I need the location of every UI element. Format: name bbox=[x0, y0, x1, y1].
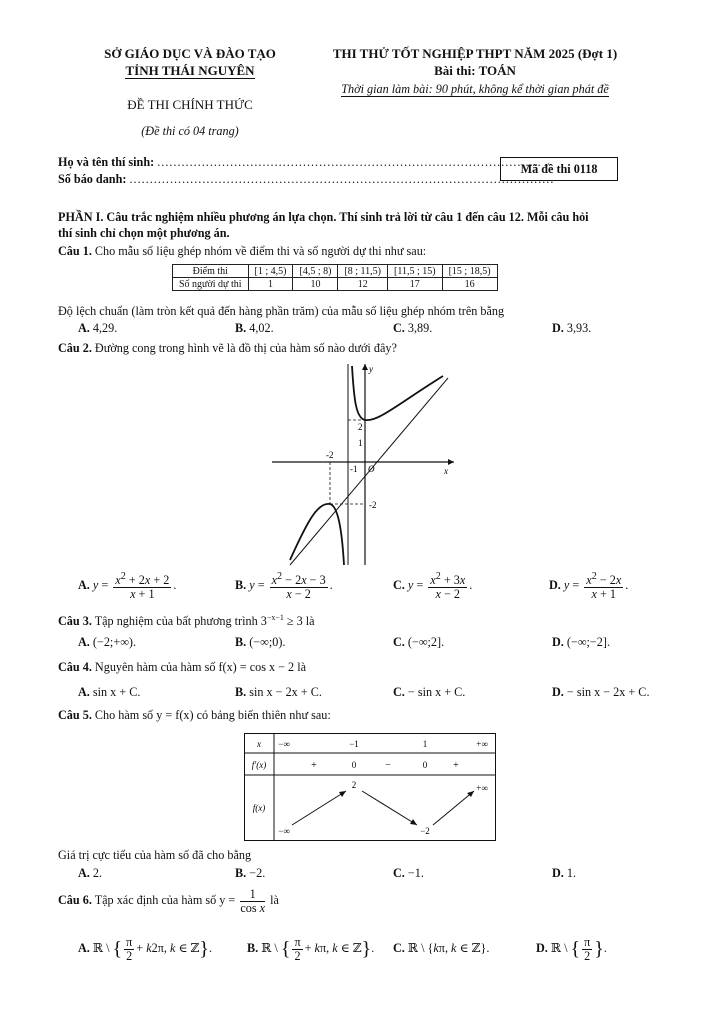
q5-text: Cho hàm số y = f(x) có bảng biến thiên như sau: bbox=[91, 708, 331, 722]
q1-data-table bbox=[172, 264, 498, 291]
q5-b-text: −2. bbox=[249, 866, 266, 880]
exam-code-box: Mã đề thi 0118 bbox=[500, 157, 618, 181]
tick-y-1: 1 bbox=[358, 438, 363, 448]
q1-option-b[interactable]: B. 4,02. bbox=[235, 321, 274, 335]
q1-option-d[interactable]: D. 3,93. bbox=[552, 321, 592, 335]
sbd-label: Số báo danh: bbox=[58, 172, 130, 186]
bbt-x-label: x bbox=[257, 739, 261, 749]
question-6: Câu 6. Tập xác định của hàm số y = $\frac{1}{\text{cos x}}$ là bbox=[58, 887, 279, 915]
q5-a-text: 2. bbox=[92, 866, 103, 880]
q3-text: Tập nghiệm của bất phương trình 3 bbox=[91, 614, 267, 629]
q3-option-a[interactable]: A. (−2;+∞). bbox=[78, 635, 136, 649]
q4-c-text: − sin x + C. bbox=[407, 685, 466, 699]
q3-a-text: (−2;+∞). bbox=[92, 635, 136, 649]
q2-option-d[interactable]: D. y = $\frac{x^2 - 2x}{x + 1}$ . bbox=[549, 571, 629, 601]
q6-option-a[interactable]: A. ℝ \ { $\frac{\pi}{2}$ + k2π, k ∈ ℤ}. bbox=[78, 935, 213, 963]
q1-b-text: 4,02. bbox=[249, 321, 274, 335]
q5-option-d[interactable]: D. 1. bbox=[552, 866, 577, 880]
arrow-head-icon bbox=[410, 819, 417, 825]
bbt-border bbox=[245, 734, 496, 841]
q1-a-text: 4,29. bbox=[92, 321, 118, 335]
tick-x-m2: -2 bbox=[326, 450, 334, 460]
bbt-arrow-up bbox=[292, 791, 346, 825]
bbt-x-pos-inf: +∞ bbox=[476, 739, 488, 749]
sbd-field: Số báo danh: ......................................................................................................... bbox=[58, 172, 555, 186]
part1-title: PHẦN I. Câu trắc nghiệm nhiều phương án lựa chọn. Thí sinh trả lời từ câu 1 đến câu 12. Mỗi câu hỏi bbox=[58, 210, 589, 224]
name-field: Họ và tên thí sinh: ............................................................................................... bbox=[58, 155, 542, 169]
table-cell: 12 bbox=[338, 278, 388, 291]
q2-option-b[interactable]: B. y = $\frac{x^2 - 2x - 3}{x - 2}$ . bbox=[235, 571, 333, 601]
q1-c-text: 3,89. bbox=[407, 321, 433, 335]
question-4 bbox=[58, 660, 306, 675]
q5-ask: Giá trị cực tiểu của hàm số đã cho bằng bbox=[58, 848, 252, 862]
q6-label: Câu 6. bbox=[58, 893, 92, 908]
bbt-x-m1: −1 bbox=[349, 739, 359, 749]
bbt-x-neg-inf: −∞ bbox=[278, 739, 290, 749]
table-cell: Số người dự thi bbox=[173, 278, 249, 291]
q1-ask: Độ lệch chuẩn (làm tròn kết quả đến hàng phần trăm) của mẫu số liệu ghép nhóm trên bằng bbox=[58, 304, 505, 318]
bbt-x-1: 1 bbox=[422, 739, 428, 749]
department-name: SỞ GIÁO DỤC VÀ ĐÀO TẠO bbox=[104, 46, 276, 61]
table-cell: 16 bbox=[442, 278, 497, 291]
bbt-sign-plus: + bbox=[311, 760, 317, 771]
tick-x-m1: -1 bbox=[350, 464, 358, 474]
question-5 bbox=[58, 708, 331, 723]
table-cell: 1 bbox=[248, 278, 293, 291]
q3-d-text: (−∞;−2]. bbox=[566, 635, 610, 649]
part1-title-2: thí sinh chỉ chọn một phương án. bbox=[58, 226, 230, 240]
q5-option-a[interactable]: A. 2. bbox=[78, 866, 103, 880]
time-limit bbox=[295, 82, 655, 97]
table-cell: [8 ; 11,5) bbox=[338, 265, 388, 278]
y-arrow-icon bbox=[362, 364, 368, 370]
table-cell: 17 bbox=[388, 278, 443, 291]
x-label: x bbox=[444, 466, 448, 476]
q5-d-text: 1. bbox=[566, 866, 577, 880]
q3-b-text: (−∞;0). bbox=[249, 635, 286, 649]
curve-right-branch bbox=[352, 366, 443, 420]
question-1 bbox=[58, 244, 426, 259]
q6-option-b[interactable]: B. ℝ \ { $\frac{\pi}{2}$ + kπ, k ∈ ℤ}. bbox=[247, 935, 375, 963]
q1-d-text: 3,93. bbox=[566, 321, 592, 335]
q1-label: Câu 1. bbox=[58, 244, 92, 258]
q5-option-c[interactable]: C. −1. bbox=[393, 866, 424, 880]
bbt-f-pos-inf: +∞ bbox=[476, 783, 488, 793]
province-name bbox=[90, 63, 290, 79]
bbt-arrow-up bbox=[433, 791, 474, 825]
bbt-f-max: 2 bbox=[351, 780, 357, 790]
bbt-sign-minus: − bbox=[385, 760, 391, 771]
q3-c-text: (−∞;2]. bbox=[407, 635, 445, 649]
q3-exponent: −x−1 bbox=[266, 613, 284, 622]
q4-text: Nguyên hàm của hàm số f(x) = cos x − 2 là bbox=[91, 660, 306, 674]
table-cell: [11,5 ; 15) bbox=[388, 265, 443, 278]
time-text: Thời gian làm bài: 90 phút, không kể thời gian phát đề bbox=[341, 82, 609, 96]
q3-option-b[interactable]: B. (−∞;0). bbox=[235, 635, 286, 649]
origin-label: O bbox=[368, 464, 375, 474]
table-cell: 10 bbox=[293, 278, 338, 291]
table-cell: [1 ; 4,5) bbox=[248, 265, 293, 278]
q2-graph bbox=[268, 360, 458, 570]
q6-text-2: là bbox=[267, 893, 279, 908]
q4-a-text: sin x + C. bbox=[92, 685, 141, 699]
q5-c-text: −1. bbox=[407, 866, 424, 880]
name-label: Họ và tên thí sinh: bbox=[58, 155, 158, 169]
subject: Bài thi: TOÁN bbox=[434, 63, 516, 78]
exam-title: THI THỬ TỐT NGHIỆP THPT NĂM 2025 (Đợt 1) bbox=[332, 46, 618, 61]
bbt-arrow-down bbox=[362, 791, 417, 825]
page-count: (Đề thi có 04 trang) bbox=[141, 124, 239, 138]
bbt-sign-plus: + bbox=[453, 760, 459, 771]
q1-option-c[interactable]: C. 3,89. bbox=[393, 321, 433, 335]
q1-option-a[interactable]: A. 4,29. bbox=[78, 321, 118, 335]
q3-text-2: ≥ 3 là bbox=[283, 614, 315, 629]
q5-option-b[interactable]: B. −2. bbox=[235, 866, 266, 880]
bbt-fp-label: f′(x) bbox=[251, 760, 267, 770]
q2-label: Câu 2. bbox=[58, 341, 92, 355]
table-cell: [4,5 ; 8) bbox=[293, 265, 338, 278]
bbt-f-label: f(x) bbox=[252, 803, 266, 813]
variation-table bbox=[244, 733, 496, 841]
bbt-zero: 0 bbox=[422, 760, 428, 770]
table-row bbox=[173, 265, 498, 278]
q4-option-b[interactable]: B. sin x − 2x + C. bbox=[235, 685, 322, 699]
q5-label: Câu 5. bbox=[58, 708, 92, 722]
q6-option-d[interactable]: D. ℝ \ { $\frac{\pi}{2}$ }. bbox=[536, 935, 607, 963]
q2-text: Đường cong trong hình vẽ là đồ thị của hàm số nào dưới đây? bbox=[91, 341, 397, 355]
question-2 bbox=[58, 341, 397, 356]
q4-d-text: − sin x − 2x + C. bbox=[566, 685, 650, 699]
arrow-head-icon bbox=[339, 791, 346, 797]
province-text: TỈNH THÁI NGUYÊN bbox=[125, 63, 255, 78]
q3-option-d[interactable]: D. (−∞;−2]. bbox=[552, 635, 610, 649]
question-3 bbox=[58, 613, 315, 629]
table-cell: [15 ; 18,5) bbox=[442, 265, 497, 278]
q4-option-d[interactable]: D. − sin x − 2x + C. bbox=[552, 685, 650, 699]
q4-b-text: sin x − 2x + C. bbox=[249, 685, 322, 699]
tick-y-m2: -2 bbox=[369, 500, 377, 510]
q4-option-a[interactable]: A. sin x + C. bbox=[78, 685, 141, 699]
q4-label: Câu 4. bbox=[58, 660, 92, 674]
x-arrow-icon bbox=[448, 459, 454, 465]
bbt-zero: 0 bbox=[351, 760, 357, 770]
q3-option-c[interactable]: C. (−∞;2]. bbox=[393, 635, 445, 649]
table-cell: Điểm thi bbox=[173, 265, 249, 278]
q2-option-a[interactable]: A. y = $\frac{x^2 + 2x + 2}{x + 1}$ . bbox=[78, 571, 177, 601]
q2-option-c[interactable]: C. y = $\frac{x^2 + 3x}{x - 2}$ . bbox=[393, 571, 473, 601]
bbt-f-neg-inf: −∞ bbox=[278, 826, 290, 836]
y-label: y bbox=[369, 364, 373, 374]
bbt-f-min: −2 bbox=[420, 826, 430, 836]
q1-text: Cho mẫu số liệu ghép nhóm về điểm thi và số người dự thi như sau: bbox=[91, 244, 427, 258]
q6-text: Tập xác định của hàm số y = bbox=[91, 893, 236, 908]
q3-label: Câu 3. bbox=[58, 614, 92, 629]
table-row bbox=[173, 278, 498, 291]
q6-option-c[interactable]: C. ℝ \ {kπ, k ∈ ℤ}. bbox=[393, 941, 490, 955]
official-label: ĐỀ THI CHÍNH THỨC bbox=[127, 97, 253, 112]
q4-option-c[interactable]: C. − sin x + C. bbox=[393, 685, 466, 699]
tick-y-2: 2 bbox=[358, 422, 363, 432]
